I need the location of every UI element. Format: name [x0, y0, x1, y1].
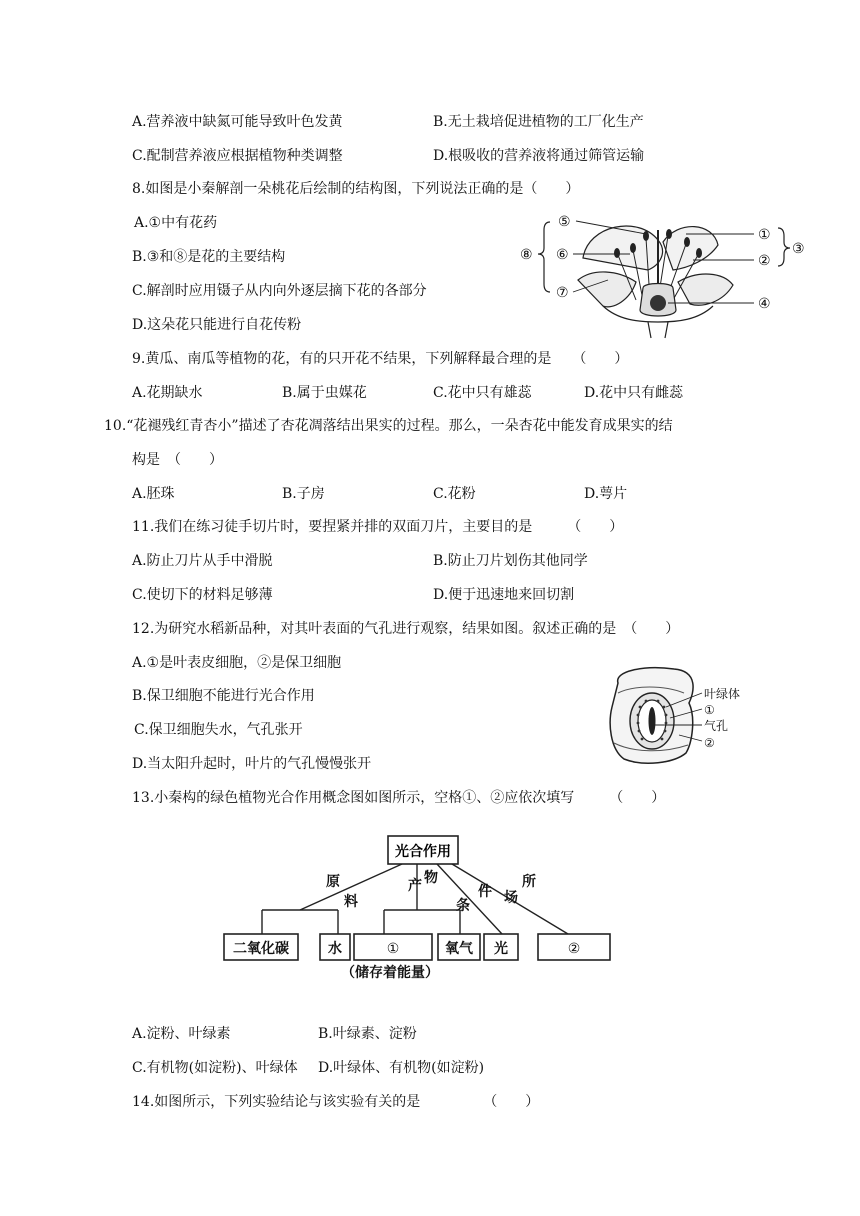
box-blank-2-label: ② [567, 941, 581, 957]
q8-option-c: C.解剖时应用镊子从内向外逐层摘下花的各部分 [132, 283, 427, 299]
q8-stem: 8.如图是小秦解剖一朵桃花后绘制的结构图，下列说法正确的是（ ） [132, 181, 580, 197]
q12-fig-label-stoma: 气孔 [704, 719, 729, 733]
q9-option-b: B.属于虫媒花 [282, 385, 367, 401]
q9-option-c: C.花中只有雄蕊 [433, 385, 532, 401]
q10-option-b: B.子房 [282, 486, 325, 502]
q13-option-a: A.淀粉、叶绿素 [132, 1026, 231, 1042]
q12-fig-label-chloroplast: 叶绿体 [704, 687, 741, 701]
q8-option-d: D.这朵花只能进行自花传粉 [132, 317, 302, 333]
branch-label-yuan: 原 [326, 874, 340, 890]
q14-stem: 14.如图所示，下列实验结论与该实验有关的是 （ ） [132, 1094, 540, 1110]
q11-option-b: B.防止刀片划伤其他同学 [433, 553, 588, 569]
branch-label-jian: 件 [478, 884, 492, 900]
box-blank-1-label: ① [386, 941, 400, 957]
q8-option-a: A.①中有花药 [134, 215, 218, 231]
branch-label-chan: 产 [408, 878, 422, 894]
q12-fig-label-2: ② [704, 736, 715, 750]
q10-stem-line1: 10.“花褪残红青杏小”描述了杏花凋落结出果实的过程。那么，一朵杏花中能发育成果实的结 [104, 418, 673, 434]
q9-stem: 9.黄瓜、南瓜等植物的花，有的只开花不结果，下列解释最合理的是 （ ） [132, 351, 629, 367]
q8-fig-label-3: ③ [792, 241, 805, 257]
q8-fig-label-4: ④ [758, 296, 771, 312]
q8-option-b: B.③和⑧是花的主要结构 [132, 249, 286, 265]
q12-fig-label-1: ① [704, 703, 715, 717]
q13-option-b: B.叶绿素、淀粉 [318, 1026, 417, 1042]
q7-option-b: B.无土栽培促进植物的工厂化生产 [433, 114, 644, 130]
q12-option-d: D.当太阳升起时，叶片的气孔慢慢张开 [132, 756, 372, 772]
branch-label-suo: 所 [522, 874, 536, 890]
box-co2-label: 二氧化碳 [233, 941, 289, 957]
box-note: （储存着能量） [341, 965, 439, 981]
q12-stem: 12.为研究水稻新品种，对其叶表面的气孔进行观察，结果如图。叙述正确的是 （ ） [132, 621, 680, 637]
q10-option-d: D.萼片 [584, 486, 628, 502]
q11-option-d: D.便于迅速地来回切割 [433, 587, 575, 603]
q8-fig-label-8: ⑧ [520, 247, 533, 263]
q8-fig-label-2: ② [758, 253, 771, 269]
q8-fig-label-6: ⑥ [556, 247, 569, 263]
box-light-label: 光 [494, 941, 508, 957]
q11-option-c: C.使切下的材料足够薄 [132, 587, 273, 603]
concept-root-label: 光合作用 [395, 844, 451, 860]
box-water-label: 水 [328, 941, 342, 957]
branch-label-wu: 物 [424, 870, 438, 886]
q8-fig-label-5: ⑤ [558, 214, 571, 230]
q7-option-c: C.配制营养液应根据植物种类调整 [132, 148, 343, 164]
q11-option-a: A.防止刀片从手中滑脱 [132, 553, 273, 569]
box-oxygen-label: 氧气 [445, 941, 473, 957]
q9-option-a: A.花期缺水 [132, 385, 203, 401]
q13-option-c: C.有机物(如淀粉)、叶绿体 [132, 1060, 298, 1076]
photosynthesis-concept-map [222, 832, 622, 982]
branch-label-chang: 场 [504, 890, 518, 906]
q13-option-d: D.叶绿体、有机物(如淀粉) [318, 1060, 485, 1076]
peach-flower-figure [518, 210, 818, 340]
q9-option-d: D.花中只有雌蕊 [584, 385, 684, 401]
q12-option-c: C.保卫细胞失水，气孔张开 [134, 722, 303, 738]
q13-stem: 13.小秦构的绿色植物光合作用概念图如图所示，空格①、②应依次填写 （ ） [132, 790, 666, 806]
branch-label-tiao: 条 [456, 898, 470, 914]
branch-label-liao: 料 [344, 894, 358, 910]
stomata-figure [604, 663, 764, 773]
q8-fig-label-1: ① [758, 227, 771, 243]
q8-fig-label-7: ⑦ [556, 285, 569, 301]
q10-stem-line2: 构是 （ ） [132, 452, 223, 468]
q10-option-a: A.胚珠 [132, 486, 175, 502]
q12-option-b: B.保卫细胞不能进行光合作用 [132, 688, 315, 704]
q10-option-c: C.花粉 [433, 486, 476, 502]
q7-option-d: D.根吸收的营养液将通过筛管运输 [433, 148, 645, 164]
q11-stem: 11.我们在练习徒手切片时，要捏紧并排的双面刀片，主要目的是 （ ） [132, 519, 624, 535]
q12-option-a: A.①是叶表皮细胞，②是保卫细胞 [132, 655, 342, 671]
q7-option-a: A.营养液中缺氮可能导致叶色发黄 [132, 114, 343, 130]
